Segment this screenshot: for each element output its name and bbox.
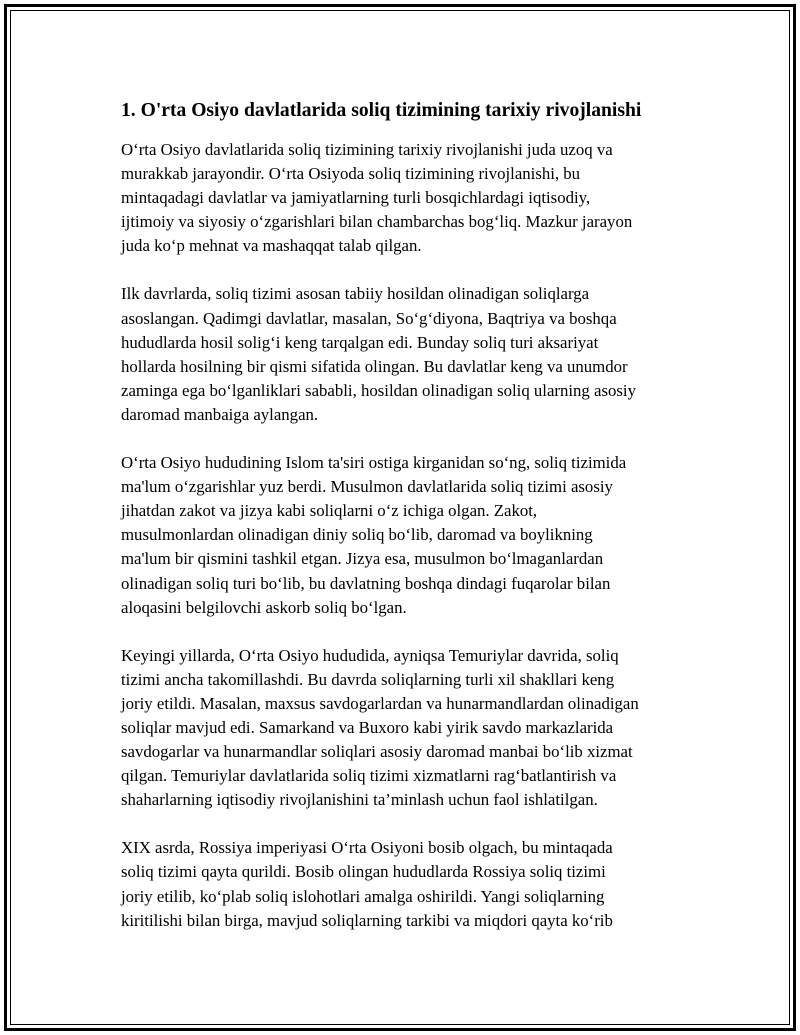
paragraph xyxy=(121,836,701,932)
paragraph xyxy=(121,451,701,620)
text-line: tizimi ancha takomillashdi. Bu davrda soliqlarning turli xil shakllari keng xyxy=(121,669,615,689)
text-line: savdogarlar va hunarmandlar soliqlari asosiy daromad manbai bo‘lib xizmat xyxy=(121,742,633,762)
text-line: O‘rta Osiyo hududining Islom ta'siri ostiga kirganidan so‘ng, soliq tizimida xyxy=(121,453,627,473)
text-line: ma'lum bir qismini tashkil etgan. Jizya esa, musulmon bo‘lmaganlardan xyxy=(121,549,604,569)
text-line: qilgan. Temuriylar davlatlarida soliq tizimi xizmatlarni rag‘batlantirish va xyxy=(121,766,617,786)
text-line: juda ko‘p mehnat va mashaqqat talab qilgan. xyxy=(121,236,422,256)
text-line: O‘rta Osiyo davlatlarida soliq tizimining tarixiy rivojlanishi juda uzoq va xyxy=(121,140,613,159)
text-line: Ilk davrlarda, soliq tizimi asosan tabiiy hosildan olinadigan soliqlarga xyxy=(121,284,590,304)
text-line: soliqlar mavjud edi. Samarkand va Buxoro kabi yirik savdo markazlarida xyxy=(121,717,614,737)
text-line: mintaqadagi davlatlar va jamiyatlarning turli bosqichlardagi iqtisodiy, xyxy=(121,188,591,208)
text-line: hududlarda hosil solig‘i keng tarqalgan edi. Bunday soliq turi aksariyat xyxy=(121,332,599,352)
paragraph xyxy=(121,138,701,258)
text-line: jihatdan zakot va jizya kabi soliqlarni o‘z ichiga olgan. Zakot, xyxy=(121,501,538,521)
paragraph xyxy=(121,282,701,427)
text-line: joriy etilib, ko‘plab soliq islohotlari amalga oshirildi. Yangi soliqlarning xyxy=(121,886,605,906)
text-line: joriy etildi. Masalan, maxsus savdogarlardan va hunarmandlardan olinadigan xyxy=(121,693,639,713)
document-title: 1. O'rta Osiyo davlatlarida soliq tizimining tarixiy rivojlanishi xyxy=(121,100,642,121)
text-line: Keyingi yillarda, O‘rta Osiyo hududida, ayniqsa Temuriylar davrida, soliq xyxy=(121,645,619,665)
text-line: soliq tizimi qayta qurildi. Bosib olingan hududlarda Rossiya soliq tizimi xyxy=(121,862,606,882)
text-line: kiritilishi bilan birga, mavjud soliqlarning tarkibi va miqdori qayta ko‘rib xyxy=(121,910,613,930)
text-line: ijtimoiy va siyosiy o‘zgarishlari bilan chambarchas bog‘liq. Mazkur jarayon xyxy=(121,212,633,232)
text-line: ma'lum o‘zgarishlar yuz berdi. Musulmon davlatlarida soliq tizimi asosiy xyxy=(121,477,613,497)
paragraph xyxy=(121,644,701,813)
text-line: murakkab jarayondir. O‘rta Osiyoda soliq tizimining rivojlanishi, bu xyxy=(121,164,581,184)
text-line: shaharlarning iqtisodiy rivojlanishini ta’minlash uchun faol ishlatilgan. xyxy=(121,790,598,810)
text-line: zaminga ega bo‘lganliklari sababli, hosildan olinadigan soliq ularning asosiy xyxy=(121,380,636,400)
text-line: olinadigan soliq turi bo‘lib, bu davlatning boshqa dindagi fuqarolar bilan xyxy=(121,573,611,593)
text-line: asoslangan. Qadimgi davlatlar, masalan, So‘g‘diyona, Baqtriya va boshqa xyxy=(121,308,617,328)
page-frame xyxy=(4,4,796,1031)
text-line: XIX asrda, Rossiya imperiyasi O‘rta Osiyoni bosib olgach, bu mintaqada xyxy=(121,838,613,858)
text-line: musulmonlardan olinadigan diniy soliq bo‘lib, daromad va boylikning xyxy=(121,525,593,545)
text-line: daromad manbaiga aylangan. xyxy=(121,404,319,424)
text-line: hollarda hosilning bir qismi sifatida olingan. Bu davlatlar keng va unumdor xyxy=(121,356,628,376)
document-body xyxy=(121,98,701,957)
text-line: aloqasini belgilovchi askorb soliq bo‘lgan. xyxy=(121,597,407,617)
